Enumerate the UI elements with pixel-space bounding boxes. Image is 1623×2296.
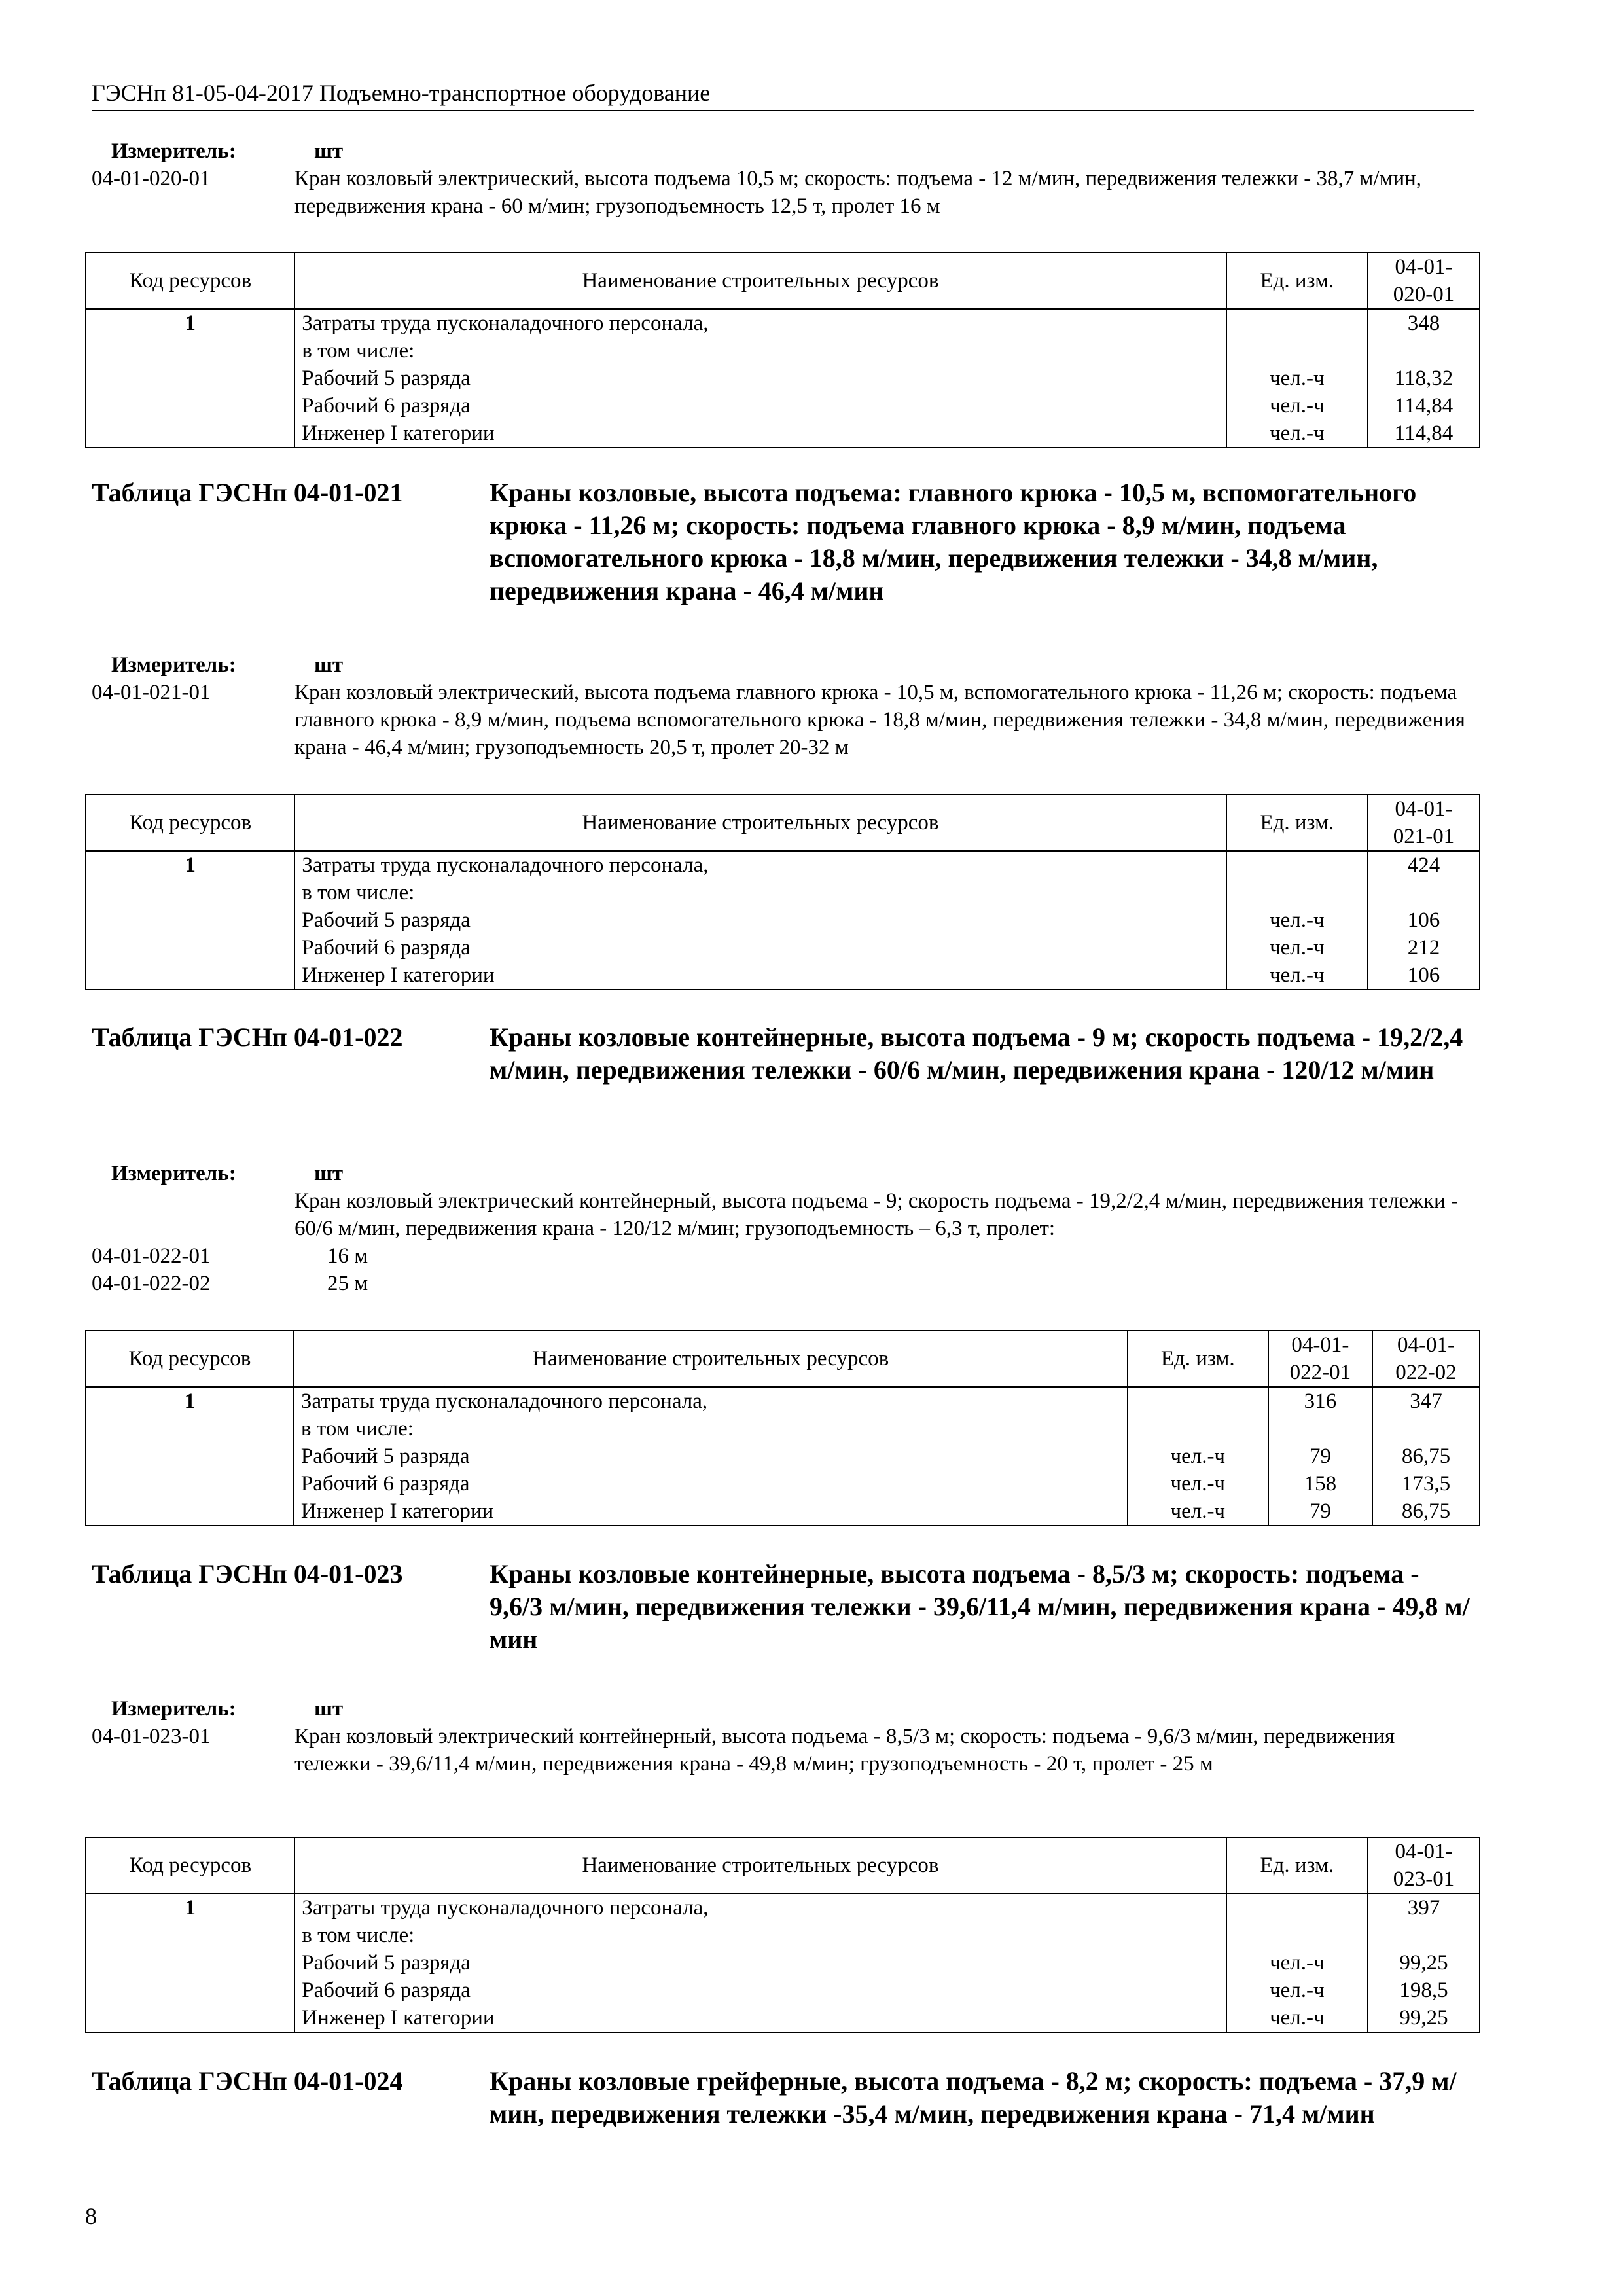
cell-name: Рабочий 6 разряда bbox=[294, 1977, 1226, 2004]
cell-name: Затраты труда пусконаладочного персонала, bbox=[294, 1893, 1226, 1922]
header-name: Наименование строительных ресурсов bbox=[294, 1837, 1226, 1893]
cell-name: Рабочий 5 разряда bbox=[294, 1443, 1128, 1470]
cell-name: в том числе: bbox=[294, 1415, 1128, 1443]
table-row bbox=[86, 851, 1480, 879]
cell-unit bbox=[1226, 1922, 1368, 1949]
cell-value: 348 bbox=[1368, 309, 1480, 337]
table-row bbox=[86, 1415, 1480, 1443]
cell-value: 397 bbox=[1368, 1893, 1480, 1922]
cell-unit: чел.-ч bbox=[1128, 1443, 1268, 1470]
table-row bbox=[86, 1922, 1480, 1949]
cell-code: 1 bbox=[86, 1387, 294, 1415]
cell-code bbox=[86, 392, 294, 420]
cell-value bbox=[1368, 337, 1480, 365]
cell-code bbox=[86, 1949, 294, 1977]
table-row bbox=[86, 1470, 1480, 1498]
cell-value: 118,32 bbox=[1368, 365, 1480, 392]
cell-unit bbox=[1226, 309, 1368, 337]
cell-code bbox=[86, 1498, 294, 1526]
cell-code bbox=[86, 337, 294, 365]
header-unit: Ед. изм. bbox=[1128, 1331, 1268, 1387]
measurer-unit: шт bbox=[314, 1697, 344, 1721]
cell-code: 1 bbox=[86, 309, 294, 337]
cell-code: 1 bbox=[86, 851, 294, 879]
cell-value: 79 bbox=[1268, 1498, 1372, 1526]
header-norm-column: 04-01- 020-01 bbox=[1368, 253, 1480, 309]
table-title-block bbox=[92, 1558, 1474, 1656]
cell-value: 173,5 bbox=[1372, 1470, 1480, 1498]
header-norm-column: 04-01- 022-01 bbox=[1268, 1331, 1372, 1387]
table-header-row bbox=[86, 253, 1480, 309]
table-row bbox=[86, 420, 1480, 448]
cell-value: 106 bbox=[1368, 961, 1480, 990]
cell-value: 114,84 bbox=[1368, 420, 1480, 448]
measurer-block bbox=[92, 137, 1474, 220]
resource-table bbox=[85, 1837, 1480, 2033]
measurer-block bbox=[92, 1160, 1474, 1297]
table-row bbox=[86, 906, 1480, 934]
measurer-unit: шт bbox=[314, 139, 344, 163]
cell-name: Инженер I категории bbox=[294, 420, 1226, 448]
header-code: Код ресурсов bbox=[86, 1331, 294, 1387]
cell-unit: чел.-ч bbox=[1128, 1498, 1268, 1526]
cell-unit bbox=[1226, 879, 1368, 906]
cell-name: Затраты труда пусконаладочного персонала, bbox=[294, 851, 1226, 879]
header-norm-column: 04-01- 023-01 bbox=[1368, 1837, 1480, 1893]
running-header: ГЭСНп 81-05-04-2017 Подъемно-транспортное оборудование bbox=[92, 79, 1474, 111]
norm-code: 04-01-022-02 bbox=[92, 1272, 211, 1295]
cell-value: 114,84 bbox=[1368, 392, 1480, 420]
cell-name: Рабочий 5 разряда bbox=[294, 365, 1226, 392]
cell-name: в том числе: bbox=[294, 337, 1226, 365]
table-row bbox=[86, 337, 1480, 365]
norm-code: 04-01-020-01 bbox=[92, 167, 211, 190]
cell-value: 347 bbox=[1372, 1387, 1480, 1415]
table-title: Краны козловые грейферные, высота подъема - 8,2 м; скорость: подъема - 37,9 м/мин, передвижения тележки -35,4 м/мин, передвижения крана - 71,4 м/мин bbox=[490, 2066, 1457, 2128]
cell-value: 316 bbox=[1268, 1387, 1372, 1415]
table-row bbox=[86, 879, 1480, 906]
table-title-block bbox=[92, 476, 1474, 607]
cell-name: в том числе: bbox=[294, 879, 1226, 906]
table-title: Краны козловые контейнерные, высота подъема - 9 м; скорость подъема - 19,2/2,4 м/мин, передвижения тележки - 60/6 м/мин, передвижения крана - 120/12 м/мин bbox=[490, 1022, 1463, 1085]
measurer-block bbox=[92, 651, 1474, 761]
cell-name: Затраты труда пусконаладочного персонала, bbox=[294, 1387, 1128, 1415]
cell-name: Инженер I категории bbox=[294, 1498, 1128, 1526]
table-header-row bbox=[86, 795, 1480, 851]
cell-value: 86,75 bbox=[1372, 1443, 1480, 1470]
cell-code bbox=[86, 420, 294, 448]
table-row bbox=[86, 2004, 1480, 2032]
resource-table bbox=[85, 794, 1480, 990]
cell-value: 99,25 bbox=[1368, 1949, 1480, 1977]
cell-value: 99,25 bbox=[1368, 2004, 1480, 2032]
cell-code bbox=[86, 934, 294, 961]
measurer-label: Измеритель: bbox=[111, 653, 236, 677]
resource-table bbox=[85, 252, 1480, 448]
measurer-block bbox=[92, 1695, 1474, 1778]
cell-code bbox=[86, 1443, 294, 1470]
norm-code: 04-01-023-01 bbox=[92, 1725, 211, 1748]
table-title: Краны козловые контейнерные, высота подъема - 8,5/3 м; скорость: подъема - 9,6/3 м/мин, передвижения тележки - 39,6/11,4 м/мин, передвижения крана - 49,8 м/мин bbox=[490, 1559, 1470, 1654]
cell-unit: чел.-ч bbox=[1128, 1470, 1268, 1498]
cell-code bbox=[86, 1977, 294, 2004]
cell-name: Затраты труда пусконаладочного персонала, bbox=[294, 309, 1226, 337]
table-number: Таблица ГЭСНп 04-01-024 bbox=[92, 2066, 403, 2096]
cell-value: 198,5 bbox=[1368, 1977, 1480, 2004]
table-row bbox=[86, 1977, 1480, 2004]
table-number: Таблица ГЭСНп 04-01-022 bbox=[92, 1022, 403, 1052]
header-norm-column: 04-01- 021-01 bbox=[1368, 795, 1480, 851]
cell-name: Рабочий 5 разряда bbox=[294, 1949, 1226, 1977]
cell-unit: чел.-ч bbox=[1226, 1949, 1368, 1977]
measurer-label: Измеритель: bbox=[111, 1697, 236, 1721]
cell-code bbox=[86, 365, 294, 392]
cell-code bbox=[86, 1922, 294, 1949]
measurer-label: Измеритель: bbox=[111, 1162, 236, 1185]
cell-value bbox=[1368, 879, 1480, 906]
cell-unit bbox=[1226, 851, 1368, 879]
table-title: Краны козловые, высота подъема: главного крюка - 10,5 м, вспомогательного крюка - 11,26 м; скорость: подъема главного крюка - 8,9 м/мин, подъема вспомогательного крюка - 18,8 м/мин, передвижения тележки - 34,8 м/мин, передвижения крана - 46,4 м/мин bbox=[490, 478, 1417, 605]
cell-unit: чел.-ч bbox=[1226, 420, 1368, 448]
cell-value: 424 bbox=[1368, 851, 1480, 879]
resource-table bbox=[85, 1330, 1480, 1526]
cell-name: Рабочий 6 разряда bbox=[294, 392, 1226, 420]
cell-code: 1 bbox=[86, 1893, 294, 1922]
cell-code bbox=[86, 1470, 294, 1498]
norm-code: 04-01-021-01 bbox=[92, 681, 211, 704]
header-name: Наименование строительных ресурсов bbox=[294, 795, 1226, 851]
cell-code bbox=[86, 961, 294, 990]
variant-text: 16 м bbox=[327, 1244, 368, 1268]
table-row bbox=[86, 309, 1480, 337]
measurer-label: Измеритель: bbox=[111, 139, 236, 163]
norm-description: Кран козловый электрический, высота подъема главного крюка - 10,5 м, вспомогательного крюка - 11,26 м; скорость: подъема главного крюка - 8,9 м/мин, подъема вспомогательного крюка - 18,8 м/мин, передвижения тележки - 34,8 м/мин, передвижения крана - 46,4 м/мин; грузоподъемность 20,5 т, пролет 20-32 м bbox=[294, 681, 1465, 759]
cell-value bbox=[1372, 1415, 1480, 1443]
cell-code bbox=[86, 1415, 294, 1443]
cell-unit: чел.-ч bbox=[1226, 365, 1368, 392]
cell-unit: чел.-ч bbox=[1226, 1977, 1368, 2004]
table-row bbox=[86, 365, 1480, 392]
norm-description: Кран козловый электрический контейнерный, высота подъема - 9; скорость подъема - 19,2/2,4 м/мин, передвижения тележки - 60/6 м/мин, передвижения крана - 120/12 м/мин; грузоподъемность – 6,3 т, пролет: bbox=[294, 1189, 1458, 1240]
cell-value bbox=[1268, 1415, 1372, 1443]
cell-name: Рабочий 6 разряда bbox=[294, 934, 1226, 961]
cell-value: 212 bbox=[1368, 934, 1480, 961]
norm-description: Кран козловый электрический контейнерный, высота подъема - 8,5/3 м; скорость: подъема - 9,6/3 м/мин, передвижения тележки - 39,6/11,4 м/мин, передвижения крана - 49,8 м/мин; грузоподъемность - 20 т, пролет - 25 м bbox=[294, 1725, 1395, 1776]
table-title-block bbox=[92, 2065, 1474, 2130]
table-row bbox=[86, 1949, 1480, 1977]
cell-unit bbox=[1226, 1893, 1368, 1922]
cell-value bbox=[1368, 1922, 1480, 1949]
variant-text: 25 м bbox=[327, 1272, 368, 1295]
header-norm-column: 04-01- 022-02 bbox=[1372, 1331, 1480, 1387]
measurer-unit: шт bbox=[314, 1162, 344, 1185]
cell-name: Рабочий 6 разряда bbox=[294, 1470, 1128, 1498]
cell-name: Рабочий 5 разряда bbox=[294, 906, 1226, 934]
header-unit: Ед. изм. bbox=[1226, 253, 1368, 309]
table-row bbox=[86, 1443, 1480, 1470]
header-code: Код ресурсов bbox=[86, 795, 294, 851]
cell-value: 106 bbox=[1368, 906, 1480, 934]
table-header-row bbox=[86, 1331, 1480, 1387]
norm-description: Кран козловый электрический, высота подъема 10,5 м; скорость: подъема - 12 м/мин, передвижения тележки - 38,7 м/мин, передвижения крана - 60 м/мин; грузоподъемность 12,5 т, пролет 16 м bbox=[294, 167, 1422, 218]
norm-code: 04-01-022-01 bbox=[92, 1244, 211, 1268]
header-name: Наименование строительных ресурсов bbox=[294, 253, 1226, 309]
cell-unit bbox=[1226, 337, 1368, 365]
cell-code bbox=[86, 906, 294, 934]
cell-value: 158 bbox=[1268, 1470, 1372, 1498]
cell-unit: чел.-ч bbox=[1226, 2004, 1368, 2032]
header-unit: Ед. изм. bbox=[1226, 795, 1368, 851]
cell-unit: чел.-ч bbox=[1226, 961, 1368, 990]
cell-unit bbox=[1128, 1387, 1268, 1415]
table-number: Таблица ГЭСНп 04-01-023 bbox=[92, 1559, 403, 1588]
header-code: Код ресурсов bbox=[86, 253, 294, 309]
cell-name: Инженер I категории bbox=[294, 2004, 1226, 2032]
measurer-unit: шт bbox=[314, 653, 344, 677]
cell-code bbox=[86, 2004, 294, 2032]
cell-unit: чел.-ч bbox=[1226, 906, 1368, 934]
header-code: Код ресурсов bbox=[86, 1837, 294, 1893]
cell-name: Инженер I категории bbox=[294, 961, 1226, 990]
table-row bbox=[86, 934, 1480, 961]
table-row bbox=[86, 961, 1480, 990]
table-title-block bbox=[92, 1021, 1474, 1086]
header-name: Наименование строительных ресурсов bbox=[294, 1331, 1128, 1387]
cell-value: 79 bbox=[1268, 1443, 1372, 1470]
cell-unit: чел.-ч bbox=[1226, 392, 1368, 420]
table-row bbox=[86, 392, 1480, 420]
cell-code bbox=[86, 879, 294, 906]
header-unit: Ед. изм. bbox=[1226, 1837, 1368, 1893]
cell-name: в том числе: bbox=[294, 1922, 1226, 1949]
table-row bbox=[86, 1498, 1480, 1526]
cell-unit bbox=[1128, 1415, 1268, 1443]
table-header-row bbox=[86, 1837, 1480, 1893]
cell-value: 86,75 bbox=[1372, 1498, 1480, 1526]
cell-unit: чел.-ч bbox=[1226, 934, 1368, 961]
page-number: 8 bbox=[85, 2203, 97, 2229]
table-row bbox=[86, 1387, 1480, 1415]
table-number: Таблица ГЭСНп 04-01-021 bbox=[92, 478, 403, 507]
table-row bbox=[86, 1893, 1480, 1922]
